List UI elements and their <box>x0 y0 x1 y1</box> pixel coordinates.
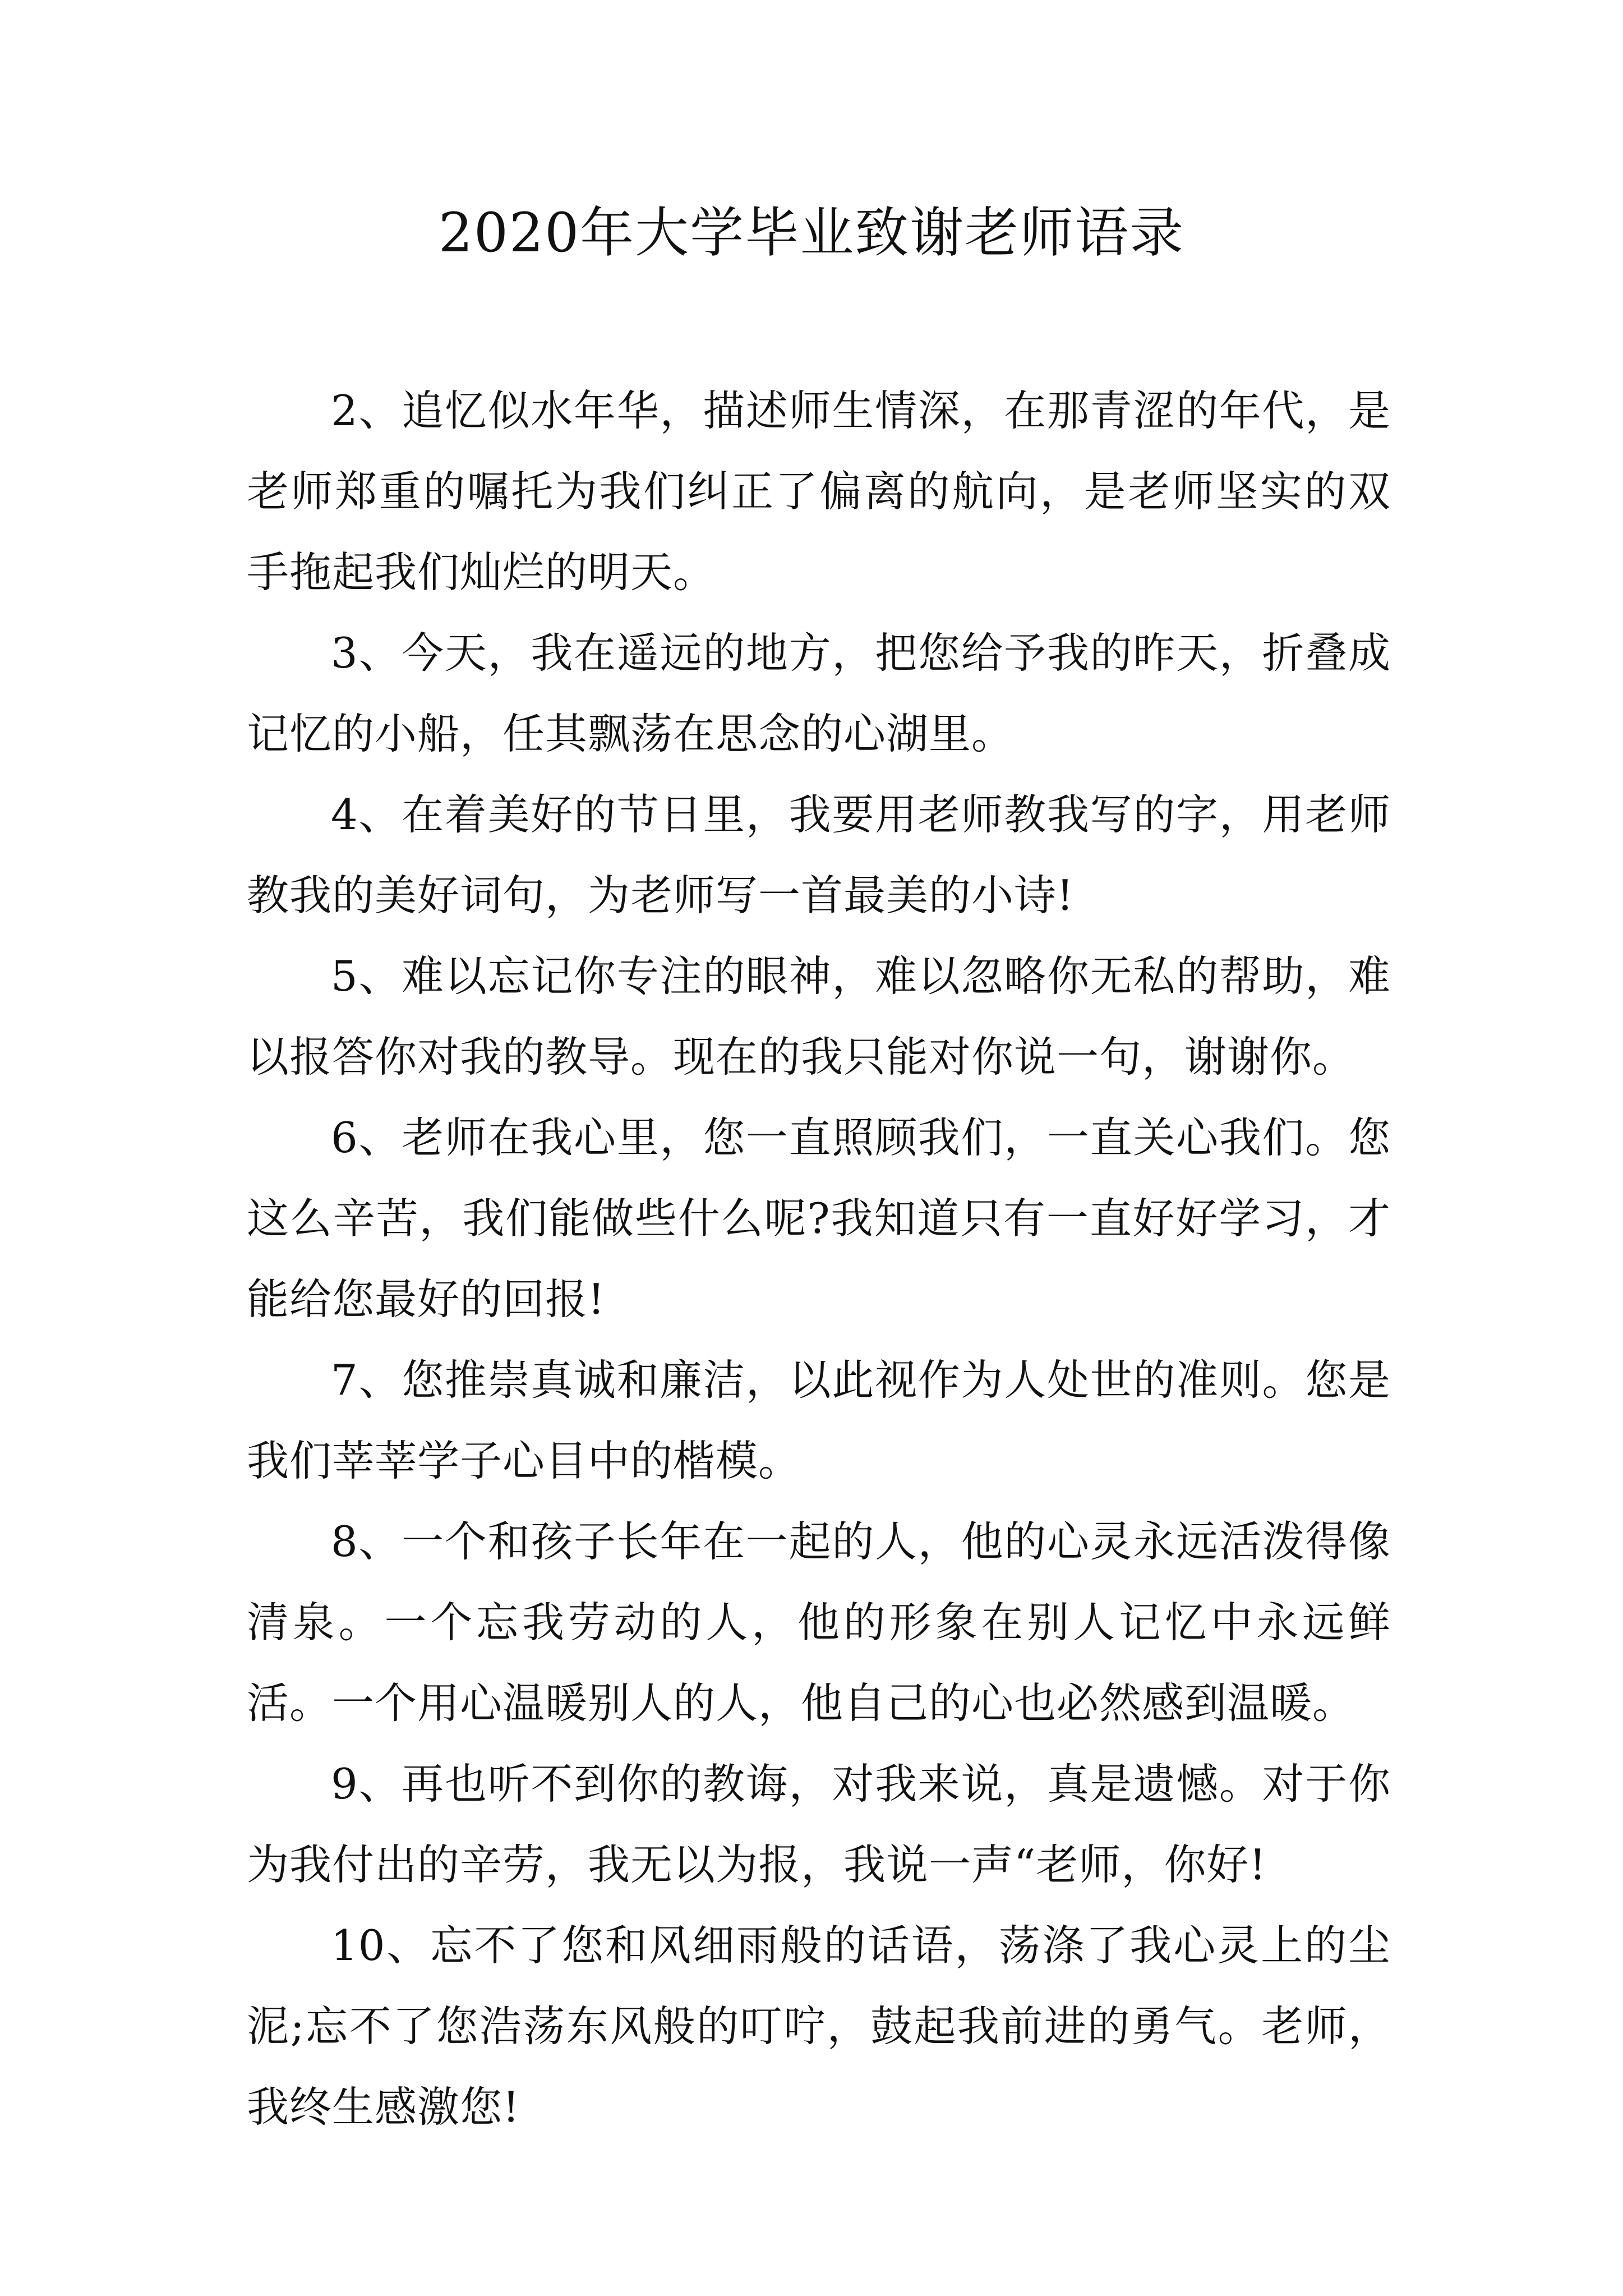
paragraph-8: 8、一个和孩子长年在一起的人，他的心灵永远活泼得像清泉。一个忘我劳动的人，他的形象在别人记忆中永远鲜活。一个用心温暖别人的人，他自己的心也必然感到温暖。 <box>247 1517 1391 1728</box>
paragraph-3: 3、今天，我在遥远的地方，把您给予我的昨天，折叠成记忆的小船，任其飘荡在思念的心湖里。 <box>247 628 1391 758</box>
paragraph-2: 2、追忆似水年华，描述师生情深，在那青涩的年代，是老师郑重的嘱托为我们纠正了偏离的航向，是老师坚实的双手拖起我们灿烂的明天。 <box>247 386 1391 597</box>
paragraph-7: 7、您推崇真诚和廉洁，以此视作为人处世的准则。您是我们莘莘学子心目中的楷模。 <box>247 1355 1391 1485</box>
paragraph-4: 4、在着美好的节日里，我要用老师教我写的字，用老师教我的美好词句，为老师写一首最美的小诗! <box>247 790 1391 920</box>
document-body <box>247 370 1391 2147</box>
paragraph-5: 5、难以忘记你专注的眼神，难以忽略你无私的帮助，难以报答你对我的教导。现在的我只能对你说一句，谢谢你。 <box>247 951 1391 1082</box>
document-title: 2020年大学毕业致谢老师语录 <box>438 201 1185 264</box>
paragraph-9: 9、再也听不到你的教诲，对我来说，真是遗憾。对于你为我付出的辛劳，我无以为报，我说一声“老师，你好! <box>247 1759 1391 1889</box>
paragraph-10: 10、忘不了您和风细雨般的话语，荡涤了我心灵上的尘泥;忘不了您浩荡东风般的叮咛，鼓起我前进的勇气。老师，我终生感激您! <box>247 1921 1391 2132</box>
paragraph-6: 6、老师在我心里，您一直照顾我们，一直关心我们。您这么辛苦，我们能做些什么呢?我知道只有一直好好学习，才能给您最好的回报! <box>247 1113 1391 1324</box>
